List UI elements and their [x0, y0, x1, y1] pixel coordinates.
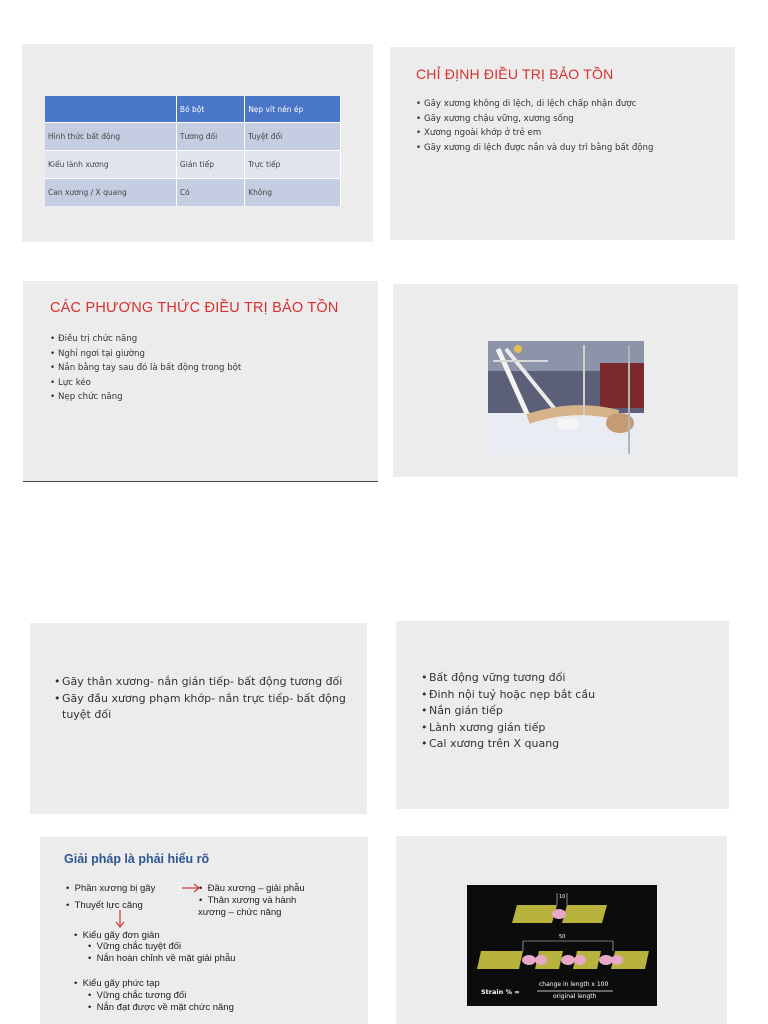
table-row	[45, 151, 341, 179]
list-item: • Gãy xương không di lệch, di lệch chấp nhận được	[416, 97, 653, 112]
list-item: • Nắn gián tiếp	[421, 703, 595, 720]
slide-solution	[40, 837, 368, 1024]
list-item: • Điều trị chức năng	[50, 332, 241, 347]
list-item: • Cal xương trên X quang	[421, 736, 595, 753]
slide-comparison-table	[22, 44, 373, 242]
bullet-list	[416, 97, 653, 155]
simple-fracture: • Kiểu gãy đơn giản	[74, 930, 160, 941]
strain-numerator: change in length x 100	[539, 981, 609, 988]
slide-fracture-types	[30, 623, 367, 814]
right-item-1-text: Đầu xương – giải phẫu	[207, 883, 305, 894]
table-cell: Tương đối	[176, 123, 244, 151]
list-item: • Lành xương gián tiếp	[421, 720, 595, 737]
complex-fracture-a-text: Vững chắc tương đối	[96, 990, 187, 1001]
bullet-list	[421, 670, 595, 753]
slide-treatment-methods	[23, 281, 378, 482]
traction-photo	[488, 341, 644, 454]
strain-diagram	[467, 885, 657, 1006]
list-item: • Đinh nội tuỷ hoặc nẹp bắt cầu	[421, 687, 595, 704]
list-item: • Gãy đầu xương phạm khớp- nắn trực tiếp- bất động tuyệt đối	[54, 691, 354, 724]
table-row	[45, 179, 341, 207]
table-header-cell: Bó bột	[176, 96, 244, 123]
simple-fracture-b: • Nắn hoàn chỉnh về mặt giải phẫu	[88, 953, 236, 964]
right-item-2: • Thân xương và hành	[199, 895, 297, 906]
table-cell: Gián tiếp	[176, 151, 244, 179]
table-cell: Trực tiếp	[245, 151, 341, 179]
list-item: • Gãy xương di lệch được nắn và duy trì bằng bất động	[416, 141, 653, 156]
tick-label: 50	[559, 934, 566, 940]
right-item-1: • Đầu xương – giải phẫu	[199, 883, 305, 894]
table-cell: Kiểu lành xương	[45, 151, 176, 179]
slide-indications	[390, 47, 735, 240]
left-item-1-text: Phần xương bị gãy	[74, 883, 156, 894]
slide-strain-diagram	[396, 836, 727, 1024]
list-item: • Nắn bằng tay sau đó là bất động trong bột	[50, 361, 241, 376]
table-header-row	[45, 96, 341, 123]
list-item: • Gãy xương chậu vững, xương sống	[416, 112, 653, 127]
table-cell: Tuyệt đối	[245, 123, 341, 151]
left-item-2-text: Thuyết lực căng	[74, 900, 143, 911]
simple-fracture-a: • Vững chắc tuyệt đối	[88, 941, 182, 952]
complex-fracture-a: • Vững chắc tương đối	[88, 990, 187, 1001]
list-item: • Lực kéo	[50, 376, 241, 391]
bullet-list	[50, 332, 241, 405]
complex-fracture-b: • Nắn đạt được về mặt chức năng	[88, 1002, 234, 1013]
slide-title: CHỈ ĐỊNH ĐIỀU TRỊ BẢO TỒN	[416, 66, 614, 82]
simple-fracture-text: Kiểu gãy đơn giản	[82, 930, 160, 941]
left-item-1: • Phần xương bị gãy	[66, 883, 156, 894]
strain-label: Strain % =	[481, 988, 520, 996]
right-item-2-cont: xương – chức năng	[198, 907, 282, 918]
complex-fracture-b-text: Nắn đạt được về mặt chức năng	[96, 1002, 234, 1013]
simple-fracture-b-text: Nắn hoàn chỉnh về mặt giải phẫu	[96, 953, 236, 964]
table-header-cell	[45, 96, 176, 123]
slide-title: CÁC PHƯƠNG THỨC ĐIỀU TRỊ BẢO TỒN	[50, 300, 339, 316]
list-item: • Nẹp chức năng	[50, 390, 241, 405]
slide-title: Giải pháp là phải hiểu rõ	[64, 852, 210, 866]
slide-relative-stability	[396, 621, 729, 809]
list-item: • Nghỉ ngơi tại giường	[50, 347, 241, 362]
right-item-2-text: Thân xương và hành	[207, 895, 297, 906]
list-item: • Xương ngoài khớp ở trẻ em	[416, 126, 653, 141]
table-row	[45, 123, 341, 151]
table-cell: Có	[176, 179, 244, 207]
table-cell: Không	[245, 179, 341, 207]
list-item: • Bất động vững tương đối	[421, 670, 595, 687]
table-cell: Can xương / X quang	[45, 179, 176, 207]
list-item: • Gãy thân xương- nắn gián tiếp- bất động tương đối	[54, 674, 354, 691]
comparison-table	[45, 96, 341, 206]
complex-fracture: • Kiểu gãy phức tạp	[74, 978, 160, 989]
slide-traction-photo	[393, 284, 738, 477]
arrow-down-icon	[114, 909, 126, 931]
bullet-list	[54, 674, 354, 724]
table-cell: Hình thức bất động	[45, 123, 176, 151]
tick-label: 10	[559, 894, 566, 900]
complex-fracture-text: Kiểu gãy phức tạp	[82, 978, 160, 989]
left-item-2: • Thuyết lực căng	[66, 900, 143, 911]
simple-fracture-a-text: Vững chắc tuyệt đối	[96, 941, 182, 952]
strain-denominator: original length	[553, 993, 597, 1000]
traction-illustration	[488, 341, 644, 454]
table-header-cell: Nẹp vít nén ép	[245, 96, 341, 123]
